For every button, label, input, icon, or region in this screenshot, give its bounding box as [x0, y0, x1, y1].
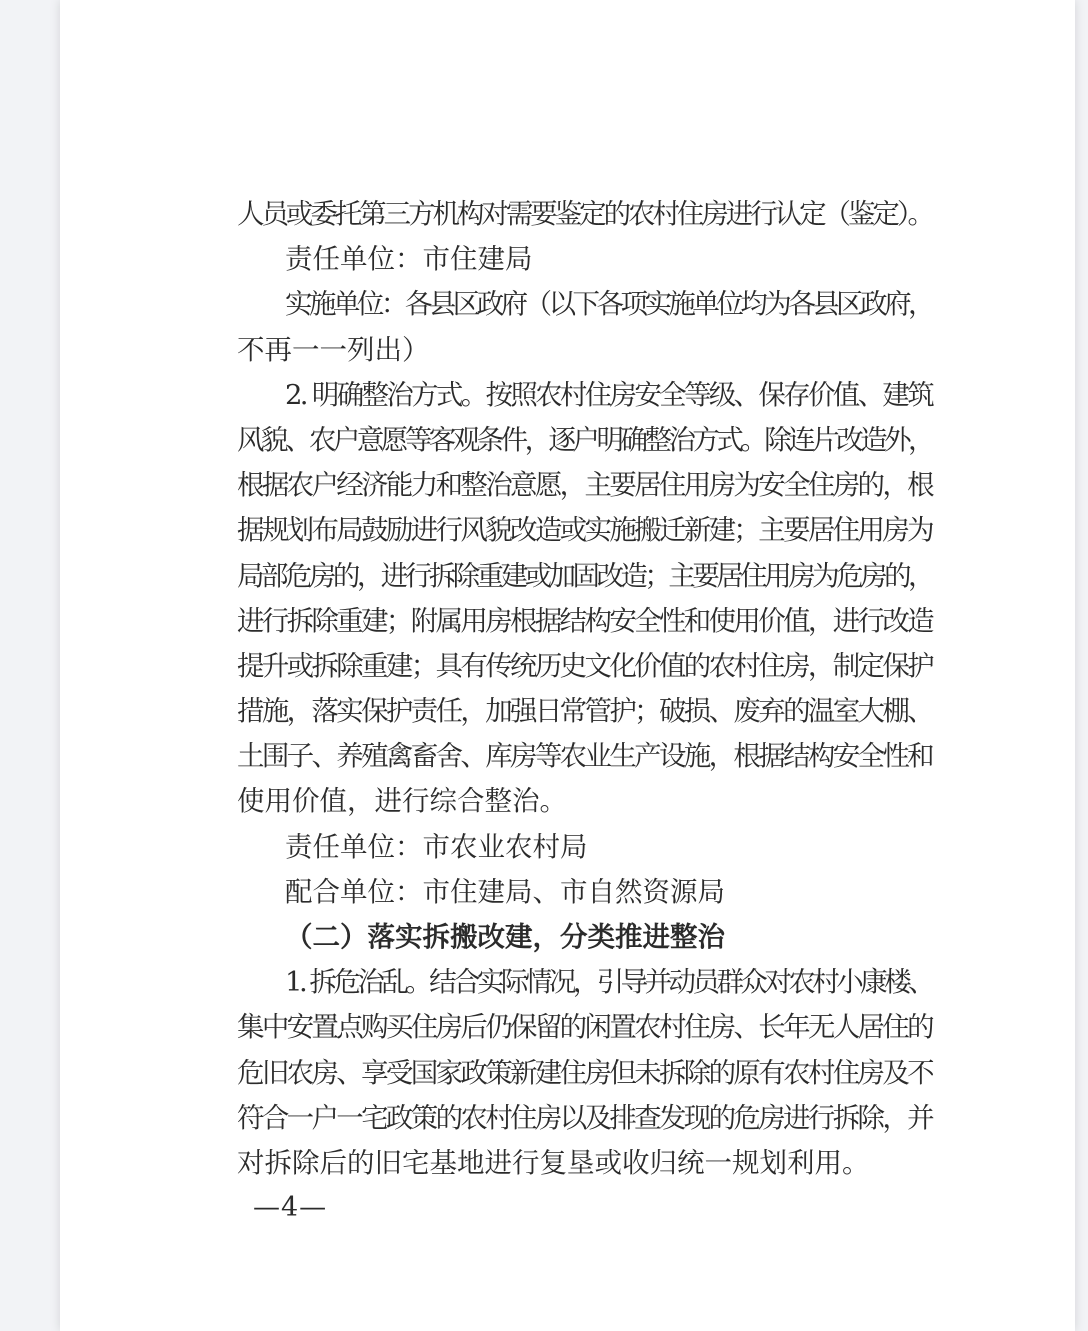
- document-line: 危旧农房、享受国家政策新建住房但未拆除的原有农村住房及不: [237, 1056, 932, 1089]
- document-line: 土围子、养殖禽畜舍、库房等农业生产设施，根据结构安全性和: [237, 740, 932, 773]
- document-line: 1. 拆危治乱。结合实际情况，引导并动员群众对农村小康楼、: [285, 966, 932, 999]
- document-line: 风貌、农户意愿等客观条件，逐户明确整治方式。除连片改造外，: [237, 423, 932, 456]
- document-line: 符合一户一宅政策的农村住房以及排查发现的危房进行拆除，并: [237, 1101, 932, 1134]
- document-line: 局部危房的，进行拆除重建或加固改造；主要居住用房为危房的，: [237, 559, 932, 592]
- document-line: 根据农户经济能力和整治意愿，主要居住用房为安全住房的，根: [237, 469, 932, 502]
- document-line: 实施单位：各县区政府（以下各项实施单位均为各县区政府，: [285, 288, 932, 321]
- document-page: [60, 0, 1075, 1331]
- document-line: 配合单位：市住建局、市自然资源局: [285, 875, 725, 908]
- document-line: 不再一一列出）: [237, 333, 430, 366]
- document-line: 进行拆除重建；附属用房根据结构安全性和使用价值，进行改造: [237, 604, 932, 637]
- document-line: 责任单位：市住建局: [285, 243, 533, 276]
- document-line: 据规划布局鼓励进行风貌改造或实施搬迁新建；主要居住用房为: [237, 514, 932, 547]
- document-line: 责任单位：市农业农村局: [285, 830, 588, 863]
- document-line: 人员或委托第三方机构对需要鉴定的农村住房进行认定（鉴定）。: [237, 198, 932, 230]
- document-line: 2. 明确整治方式。按照农村住房安全等级、保存价值、建筑: [285, 378, 932, 411]
- page-number: —4—: [253, 1192, 328, 1223]
- document-line: 集中安置点购买住房后仍保留的闲置农村住房、长年无人居住的: [237, 1011, 932, 1044]
- document-text-block: [237, 192, 932, 1186]
- document-line: 使用价值，进行综合整治。: [237, 785, 567, 818]
- document-line: （二）落实拆搬改建，分类推进整治: [285, 921, 725, 953]
- document-line: 对拆除后的旧宅基地进行复垦或收归统一规划利用。: [237, 1146, 870, 1179]
- document-line: 提升或拆除重建；具有传统历史文化价值的农村住房，制定保护: [237, 649, 932, 682]
- document-line: 措施，落实保护责任，加强日常管护；破损、废弃的温室大棚、: [237, 695, 932, 728]
